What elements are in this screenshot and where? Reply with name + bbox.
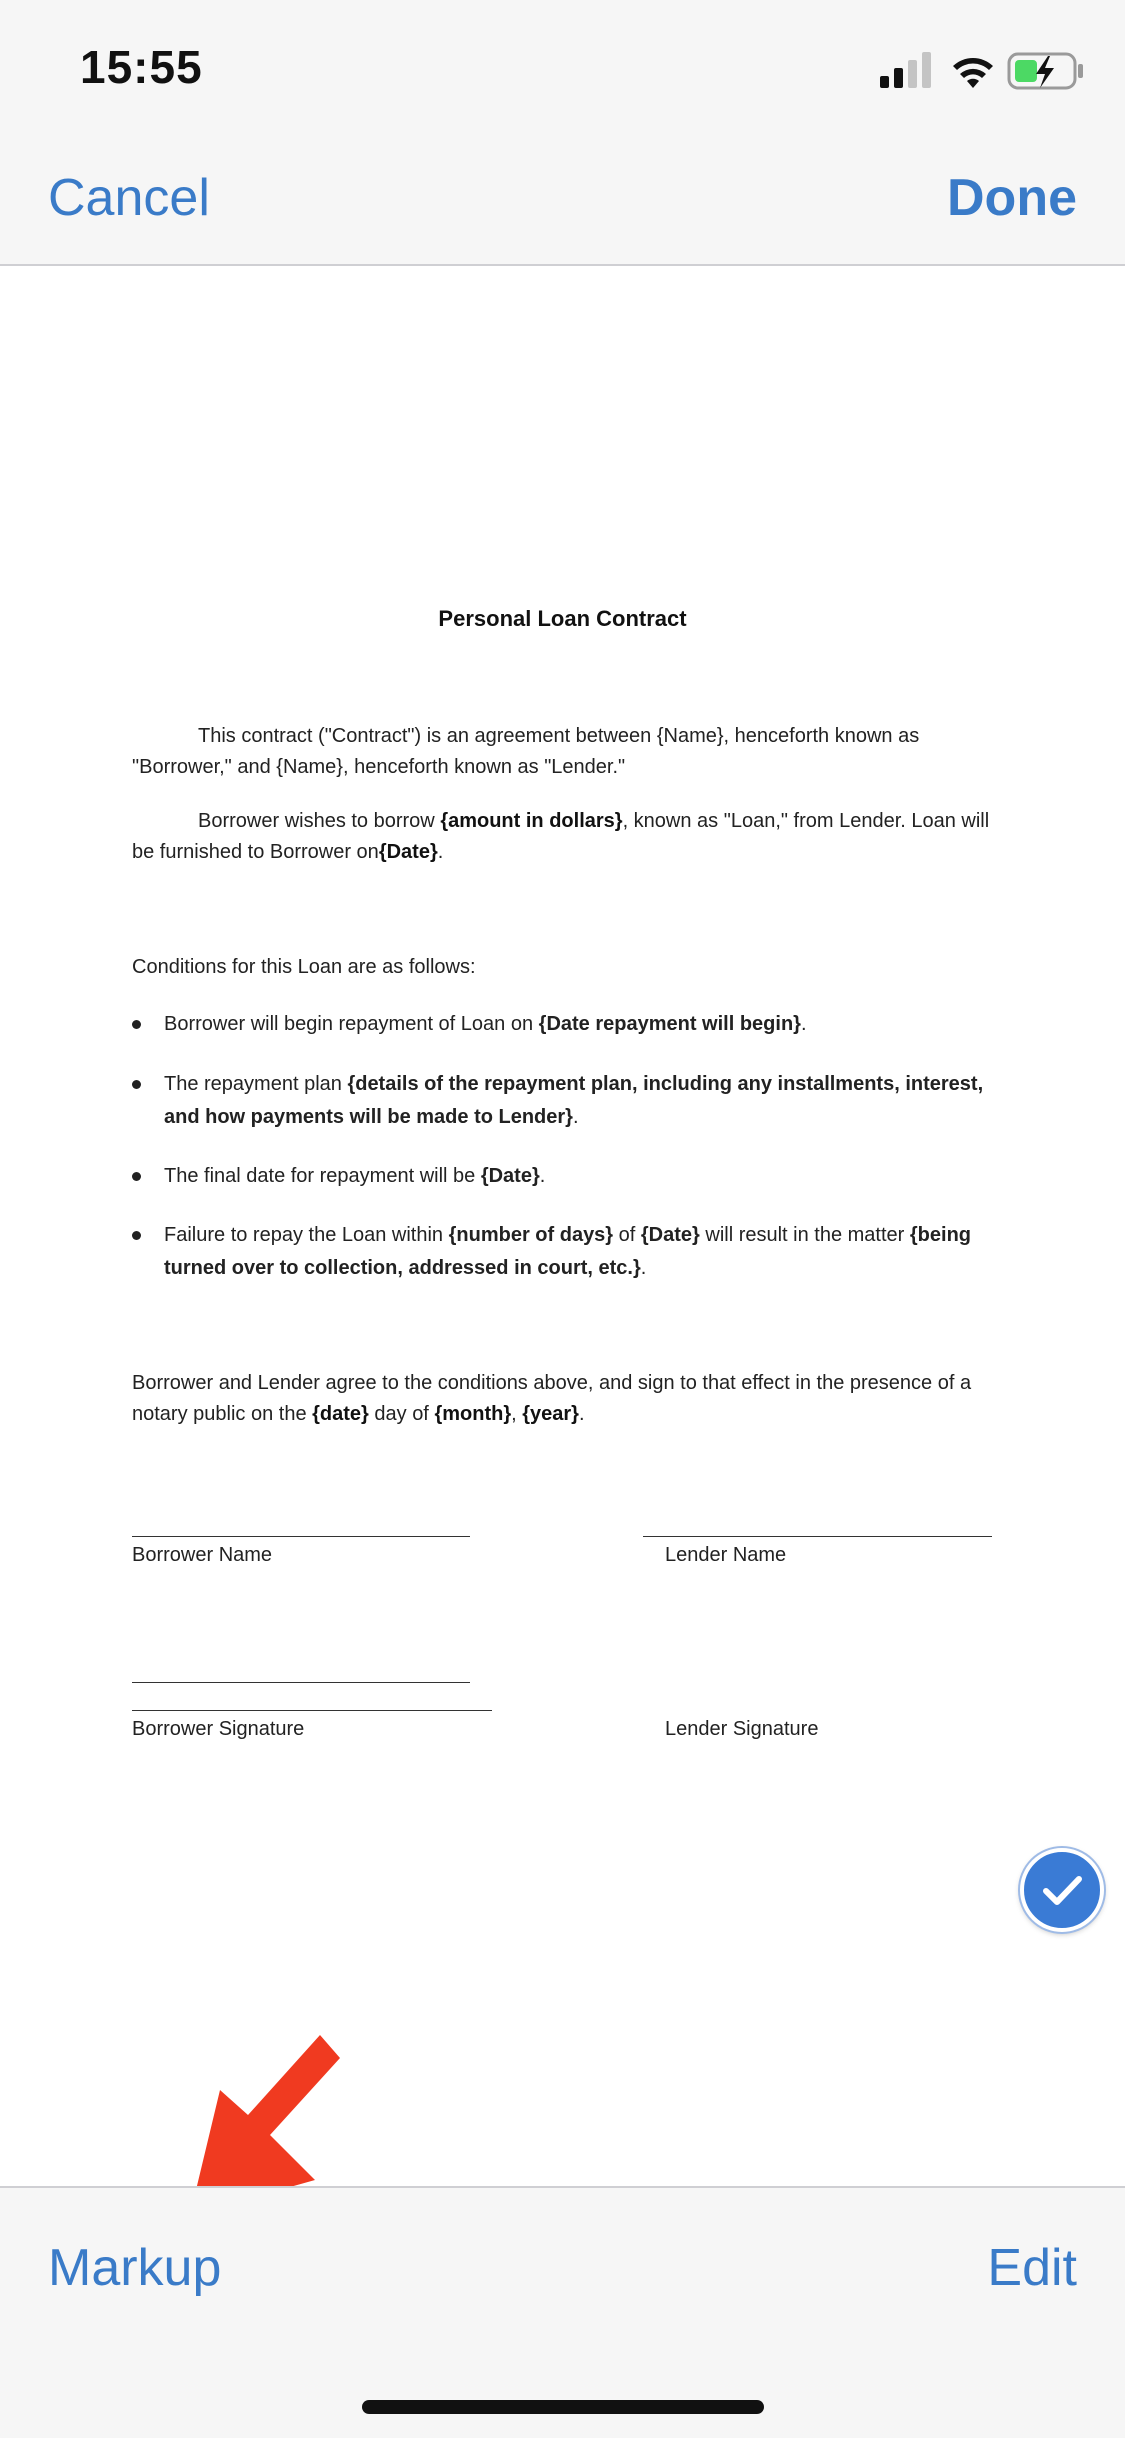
text-run: Failure to repay the Loan within bbox=[164, 1224, 449, 1246]
text-run: Borrower and Lender agree to the conditions above, and sign to that effect in the presence of a notary public on the bbox=[132, 1372, 972, 1425]
text-run: . bbox=[640, 1257, 647, 1279]
signature-line bbox=[132, 1682, 470, 1683]
list-item bbox=[164, 1068, 984, 1134]
checkmark-button[interactable] bbox=[1020, 1848, 1104, 1932]
signature-line bbox=[132, 1710, 492, 1711]
markup-button[interactable]: Markup bbox=[48, 2239, 222, 2297]
home-indicator[interactable] bbox=[362, 2400, 764, 2414]
placeholder-text: {Date} bbox=[378, 841, 438, 863]
placeholder-text: {amount in dollars} bbox=[440, 810, 623, 832]
text-run: , bbox=[511, 1403, 523, 1425]
text-run: . bbox=[572, 1106, 579, 1128]
list-item-text bbox=[164, 1165, 545, 1187]
bullet-icon bbox=[132, 1172, 141, 1181]
status-time: 15:55 bbox=[80, 41, 203, 93]
placeholder-text: {number of days} bbox=[448, 1224, 614, 1246]
cancel-button[interactable]: Cancel bbox=[48, 169, 210, 227]
text-run: . bbox=[437, 841, 444, 863]
bullet-icon bbox=[132, 1020, 141, 1029]
bullet-icon bbox=[132, 1080, 141, 1089]
list-item bbox=[164, 1219, 984, 1285]
text-run: , known as "Loan," from Lender. Loan will be furnished to Borrower on bbox=[132, 810, 990, 863]
done-button[interactable]: Done bbox=[947, 169, 1077, 227]
placeholder-text: {month} bbox=[434, 1403, 512, 1425]
text-run: will result in the matter bbox=[699, 1224, 910, 1246]
bottom-toolbar bbox=[0, 2186, 1125, 2438]
list-item bbox=[164, 1160, 984, 1193]
lender-name-label: Lender Name bbox=[665, 1544, 787, 1566]
text-run: of bbox=[613, 1224, 641, 1246]
text-run: This contract ("Contract") is an agreement between {Name}, henceforth known as "Borrower," and {Name}, henceforth known as "Lender." bbox=[132, 725, 920, 778]
text-run: The repayment plan bbox=[164, 1073, 348, 1095]
placeholder-text: {details of the repayment plan, including any installments, interest, and how payments will be made to Lender} bbox=[164, 1073, 984, 1128]
text-run: The final date for repayment will be bbox=[164, 1165, 481, 1187]
status-icons bbox=[880, 46, 1085, 94]
placeholder-text: {Date repayment will begin} bbox=[538, 1013, 801, 1035]
loan-paragraph bbox=[132, 806, 992, 868]
wifi-icon bbox=[953, 58, 993, 88]
borrower-name-label: Borrower Name bbox=[132, 1544, 273, 1566]
edit-button[interactable]: Edit bbox=[987, 2239, 1077, 2297]
conditions-heading: Conditions for this Loan are as follows: bbox=[132, 956, 476, 978]
lender-signature-label: Lender Signature bbox=[665, 1718, 819, 1740]
text-run: Borrower will begin repayment of Loan on bbox=[164, 1013, 539, 1035]
agreement-paragraph bbox=[132, 1368, 992, 1430]
list-item-text bbox=[164, 1224, 971, 1279]
text-run: . bbox=[578, 1403, 585, 1425]
text-run: . bbox=[800, 1013, 807, 1035]
text-run: day of bbox=[368, 1403, 435, 1425]
intro-paragraph bbox=[132, 721, 992, 783]
placeholder-text: {date} bbox=[312, 1403, 369, 1425]
checkmark-icon bbox=[1024, 1852, 1100, 1928]
signature-line bbox=[643, 1536, 992, 1537]
navigation-bar bbox=[0, 0, 1125, 266]
document-title: Personal Loan Contract bbox=[438, 606, 687, 631]
placeholder-text: {being turned over to collection, addressed in court, etc.} bbox=[164, 1224, 972, 1279]
text-run: . bbox=[539, 1165, 546, 1187]
list-item-text bbox=[164, 1013, 807, 1035]
document-preview bbox=[0, 266, 1125, 2186]
placeholder-text: {Date} bbox=[480, 1165, 540, 1187]
list-item bbox=[164, 1008, 984, 1041]
list-item-text bbox=[164, 1073, 983, 1128]
text-run: Borrower wishes to borrow bbox=[198, 810, 441, 832]
bullet-icon bbox=[132, 1231, 141, 1240]
cellular-signal-icon bbox=[880, 52, 931, 88]
battery-charging-icon bbox=[1009, 54, 1083, 88]
placeholder-text: {year} bbox=[522, 1403, 579, 1425]
borrower-signature-label: Borrower Signature bbox=[132, 1718, 305, 1740]
placeholder-text: {Date} bbox=[640, 1224, 700, 1246]
signature-line bbox=[132, 1536, 470, 1537]
